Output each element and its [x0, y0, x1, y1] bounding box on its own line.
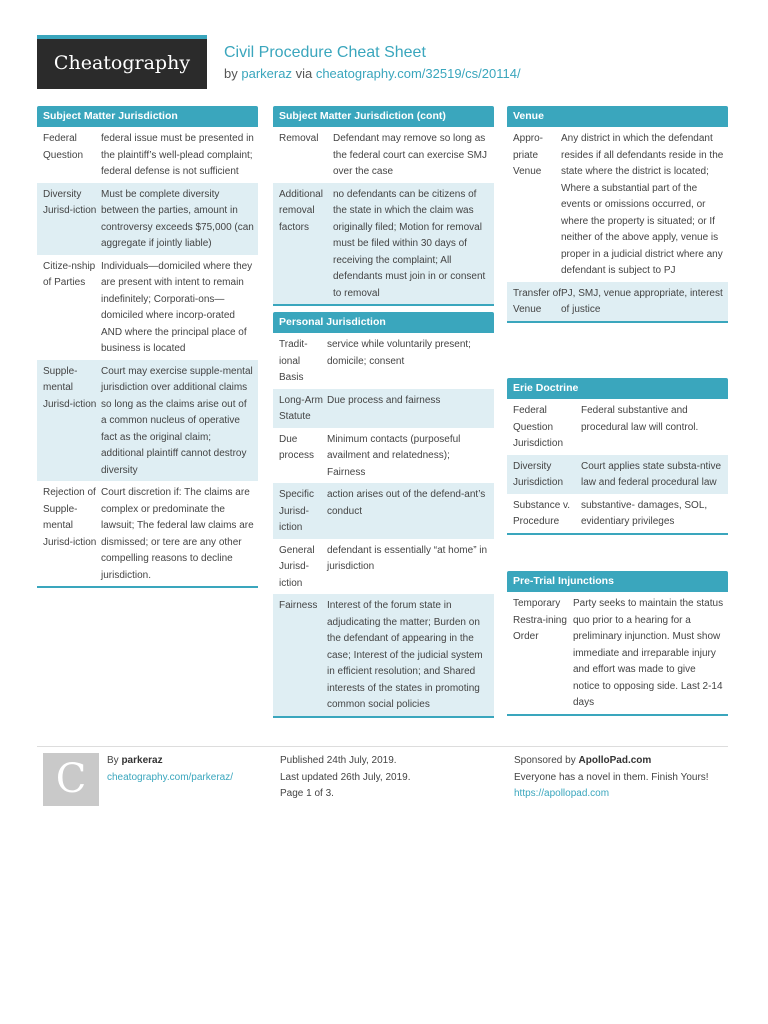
author-link[interactable]: parkeraz: [241, 66, 292, 81]
footer-author-name[interactable]: parkeraz: [121, 755, 163, 766]
row-definition: action arises out of the defend-ant’s conduct: [327, 489, 486, 517]
row-definition: defendant is essentially “at home” in jurisdiction: [327, 544, 488, 572]
row-term: Citize-nship of Parties: [43, 260, 96, 288]
section-bottom-rule: [507, 714, 728, 716]
row-definition: Individuals—domiciled where they are present with intent to remain indefinitely; Corporati-ons—domiciled where incorp-orated AND where the principal place of business is located: [101, 260, 253, 354]
section-title: Subject Matter Jurisdiction: [37, 106, 258, 127]
byline: [224, 66, 521, 81]
row-definition: Interest of the forum state in adjudicating the matter; Burden on the defendant of appearing in the case; Interest of the judicial system in efficient resolution; and Shared interests of the states in promoting common social policies: [327, 600, 483, 710]
section-pre-trial-injunctions: [507, 571, 728, 716]
cheatography-logo[interactable]: [37, 35, 207, 89]
row-term: Supple-mental Jurisd-iction: [43, 365, 97, 410]
sponsor-tagline: Everyone has a novel in them. Finish Yours!: [514, 771, 709, 783]
page-number: Page 1 of 3.: [280, 788, 334, 799]
row-definition: Defendant may remove so long as the federal court can exercise SMJ over the case: [333, 133, 487, 177]
section-title: Pre-Trial Injunctions: [507, 571, 728, 592]
section-subject-matter-jurisdiction: [37, 106, 258, 588]
section-venue: [507, 106, 728, 323]
row-definition: Any district in which the defendant resides if all defendants reside in the state where the district is located; Where a substantial part of the events or omissions occurred, or where the property is situated; or If neither of the above apply, venue is proper in a judicial district where any defendant is subject to PJ: [561, 133, 724, 276]
table-row: [507, 127, 728, 282]
section-bottom-rule: [273, 304, 494, 306]
section-subject-matter-jurisdiction-cont: [273, 106, 494, 306]
row-term: Appro-priate Venue: [513, 133, 544, 177]
table-row: [37, 481, 258, 586]
table-row: [273, 389, 494, 428]
section-title: Personal Jurisdiction: [273, 312, 494, 333]
table-row: [273, 483, 494, 539]
row-term: General Jurisd-iction: [279, 544, 315, 589]
row-term: Diversity Jurisdiction: [513, 460, 564, 488]
table-row: [273, 428, 494, 484]
row-term: Additional removal factors: [279, 188, 323, 233]
table-row: [273, 594, 494, 716]
author-avatar: [43, 753, 99, 806]
table-row: [37, 127, 258, 183]
row-definition: Federal substantive and procedural law will control.: [581, 405, 699, 433]
table-row: [273, 127, 494, 183]
table-row: [37, 255, 258, 360]
table-row: [507, 399, 728, 455]
table-row: [273, 539, 494, 595]
footer-sponsor: [514, 753, 714, 803]
sponsor-url[interactable]: https://apollopad.com: [514, 788, 610, 799]
section-title: Subject Matter Jurisdiction (cont): [273, 106, 494, 127]
table-row: [507, 282, 728, 321]
section-bottom-rule: [37, 586, 258, 588]
row-definition: Party seeks to maintain the status quo prior to a hearing for a preliminary injunction. Must show immediate and irreparable injury and effort was made to give notice to opposing side. Last 2-14 days: [573, 598, 724, 708]
row-definition: service while voluntarily present; domicile; consent: [327, 339, 471, 367]
row-definition: Court may exercise supple-mental jurisdiction over additional claims so long as the claims arise out of a common nucleus of operative fact as the original claim; additional plaintiff cannot destroy diversity: [101, 365, 253, 476]
section-bottom-rule: [273, 716, 494, 718]
row-term: Removal: [279, 133, 319, 144]
section-title: Venue: [507, 106, 728, 127]
footer-author: [107, 753, 233, 786]
published-date: Published 24th July, 2019.: [280, 755, 397, 766]
row-term: Specific Jurisd-iction: [279, 489, 315, 533]
row-term: Federal Question Jurisdiction: [513, 405, 564, 449]
updated-date: Last updated 26th July, 2019.: [280, 771, 411, 783]
row-definition: substantive- damages, SOL, evidentiary privileges: [581, 499, 708, 527]
page-title: Civil Procedure Cheat Sheet: [224, 44, 426, 61]
section-bottom-rule: [507, 321, 728, 323]
footer-dates: [280, 753, 410, 803]
row-definition: Court applies state substa-ntive law and federal procedural law: [581, 460, 722, 488]
row-definition: Due process and fairness: [327, 394, 441, 406]
section-bottom-rule: [507, 533, 728, 535]
row-term: Federal Question: [43, 133, 84, 161]
section-personal-jurisdiction: [273, 312, 494, 718]
row-term: Fairness: [279, 600, 318, 611]
row-term: Long-Arm Statute: [279, 394, 323, 422]
footer-author-url[interactable]: cheatography.com/parkeraz/: [107, 771, 233, 783]
footer-by-label: By: [107, 755, 119, 766]
sponsor-name[interactable]: ApolloPad.com: [578, 755, 652, 766]
row-term: Rejection of Supple-mental Jurisd-iction: [43, 487, 97, 548]
table-row: [273, 183, 494, 305]
row-term: Tradit-ional Basis: [279, 339, 308, 383]
avatar-letter: C: [55, 756, 87, 802]
row-definition: no defendants can be citizens of the state in which the claim was originally filed; Motion for removal must be filed within 30 days of receiving the complaint; All defendants must join in or consent to removal: [333, 188, 486, 299]
table-row: [507, 592, 728, 714]
row-definition: PJ, SMJ, venue appropriate, interest of justice: [561, 287, 723, 315]
row-term: Temporary Restra-ining Order: [513, 598, 567, 642]
logo-text: Cheatography: [53, 52, 191, 74]
row-definition: Minimum contacts (purposeful availment and relatedness); Fairness: [327, 433, 461, 478]
table-row: [507, 455, 728, 494]
row-definition: Must be complete diversity between the parties, amount in controversy exceeds $75,000 (can aggregate if jointly liable): [101, 188, 254, 249]
section-title: Erie Doctrine: [507, 378, 728, 399]
row-term: Diversity Jurisd-iction: [43, 188, 97, 216]
table-row: [37, 183, 258, 255]
row-term: Due process: [279, 433, 315, 461]
table-row: [273, 333, 494, 389]
table-row: [37, 360, 258, 482]
by-label: by: [224, 66, 238, 81]
row-definition: Court discretion if: The claims are complex or predominate the lawsuit; The federal law claims are dismissed; or tere are any other compelling reasons to decline jurisdiction.: [101, 487, 254, 581]
sheet-url-link[interactable]: cheatography.com/32519/cs/20114/: [315, 66, 521, 81]
via-label: via: [295, 66, 313, 81]
row-term: Substance v. Procedure: [513, 499, 571, 527]
sponsored-label: Sponsored by: [514, 755, 576, 766]
table-row: [507, 494, 728, 533]
footer-divider: [37, 746, 728, 747]
row-term: Transfer of Venue: [513, 287, 561, 315]
row-definition: federal issue must be presented in the plaintiff’s well-plead complaint; federal defense is not sufficient: [101, 133, 254, 177]
section-erie-doctrine: [507, 378, 728, 535]
